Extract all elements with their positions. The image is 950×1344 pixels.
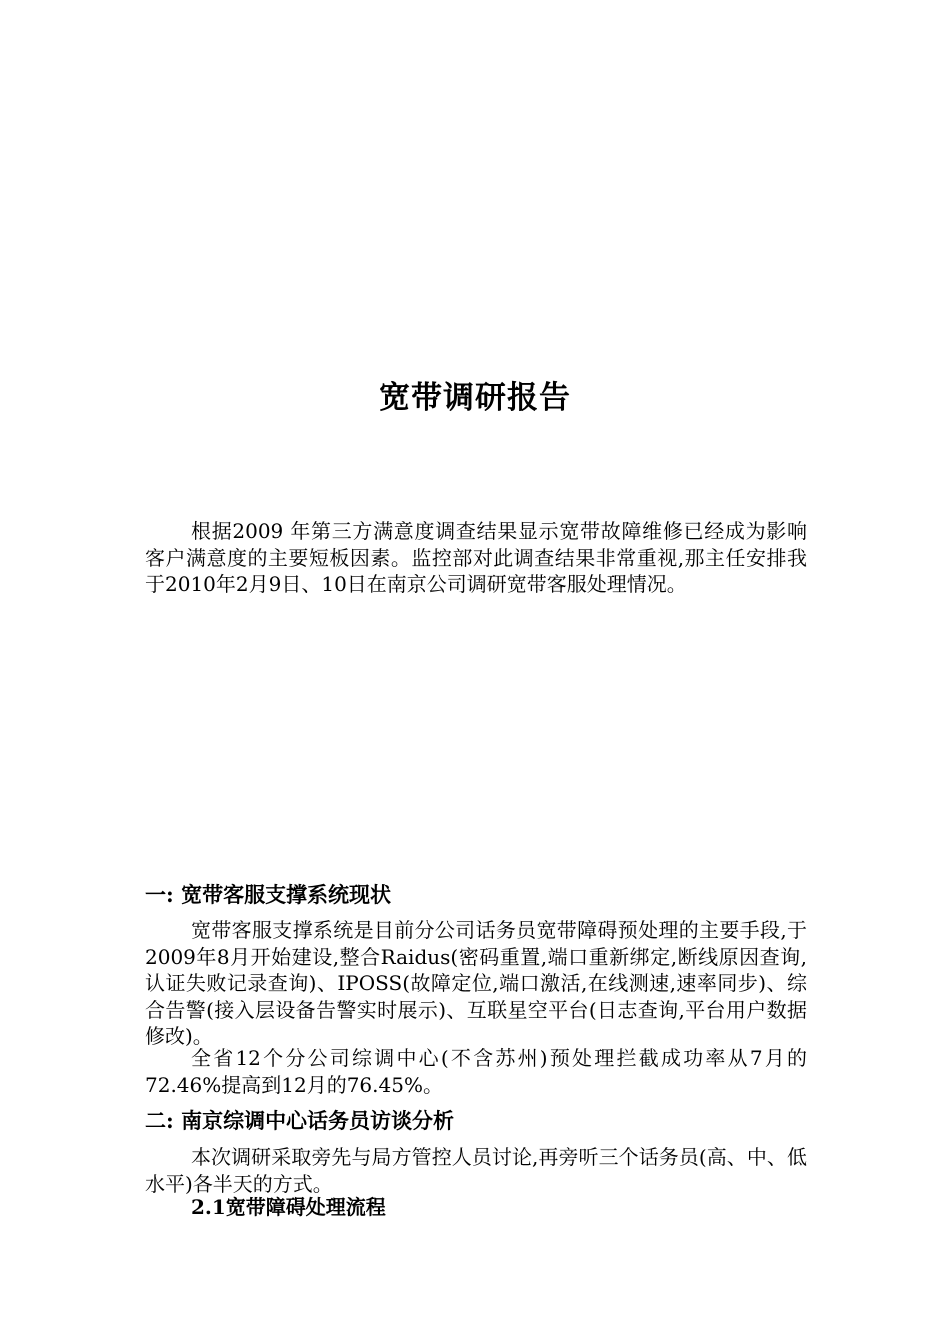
section-1-paragraph-2: 全省12个分公司综调中心(不含苏州)预处理拦截成功率从7月的72.46%提高到12月的76.45%。 (145, 1046, 807, 1097)
section-1-paragraph-1: 宽带客服支撑系统是目前分公司话务员宽带障碍预处理的主要手段,于2009年8月开始建设,整合Raidus(密码重置,端口重新绑定,断线原因查询,认证失败记录查询)、IPOSS(故障定位,端口激活,在线测速,速率同步)、综合告警(接入层设备告警实时展示)、互联星空平台(日志查询,平台用户数据修改)。 (145, 918, 807, 1048)
section-2-heading: 二: 南京综调中心话务员访谈分析 (145, 1108, 455, 1133)
section-2-paragraph-1: 本次调研采取旁先与局方管控人员讨论,再旁听三个话务员(高、中、低水平)各半天的方式。 (145, 1145, 807, 1196)
section-1-heading: 一: 宽带客服支撑系统现状 (145, 882, 392, 907)
document-title: 宽带调研报告 (379, 380, 571, 416)
section-2-1-subheading: 2.1宽带障碍处理流程 (191, 1195, 386, 1219)
intro-paragraph: 根据2009 年第三方满意度调查结果显示宽带故障维修已经成为影响客户满意度的主要短板因素。监控部对此调查结果非常重视,那主任安排我于2010年2月9日、10日在南京公司调研宽带客服处理情况。 (145, 519, 807, 596)
